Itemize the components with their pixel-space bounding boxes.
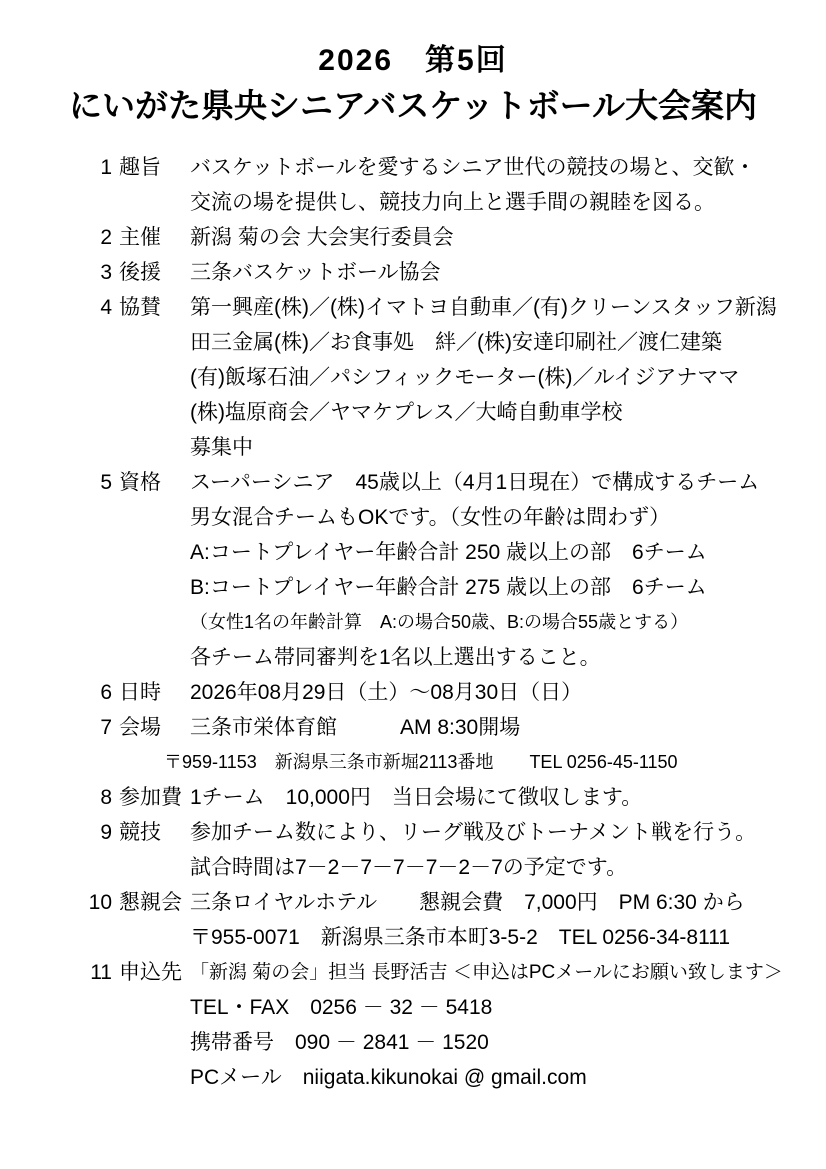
- section-label: 申込先: [119, 961, 182, 985]
- sponsors-line-2: 田三金属(株)／お食事処 絆／(株)安達印刷社／渡仁建築: [190, 331, 722, 355]
- section-label: 参加費: [119, 786, 182, 810]
- section-number: 10: [88, 891, 112, 915]
- event-dates: 2026年08月29日（土）～08月30日（日）: [190, 681, 583, 705]
- support-name: 三条バスケットボール協会: [190, 261, 441, 285]
- contact-tel-fax: TEL・FAX 0256 － 32 － 5418: [190, 996, 493, 1020]
- section-number: 7: [100, 716, 112, 740]
- section-number: 9: [100, 821, 112, 845]
- section-label: 会場: [119, 716, 161, 740]
- section-label: 懇親会: [119, 891, 182, 915]
- eligibility-division-a: A:コートプレイヤー年齢合計 250 歳以上の部 6チーム: [190, 541, 707, 565]
- section-organizer: [86, 220, 826, 255]
- section-number: 8: [100, 786, 112, 810]
- competition-format: 参加チーム数により、リーグ戦及びトーナメント戦を行う。: [190, 821, 757, 845]
- section-eligibility: [86, 465, 826, 675]
- eligibility-female-age-note: （女性1名の年齢計算 A:の場合50歳、B:の場合55歳とする）: [190, 612, 689, 633]
- title-year-edition: 2026 第5回: [318, 44, 508, 77]
- entry-fee-detail: 1チーム 10,000円 当日会場にて徴収します。: [190, 786, 643, 810]
- gathering-venue-fee: 三条ロイヤルホテル 懇親会費 7,000円 PM 6:30 から: [190, 891, 745, 915]
- eligibility-line-2: 男女混合チームもOKです。（女性の年齢は問わず）: [190, 506, 671, 530]
- eligibility-line-1: スーパーシニア 45歳以上（4月1日現在）で構成するチーム: [190, 471, 760, 495]
- section-label: 趣旨: [119, 156, 161, 180]
- section-number: 3: [100, 261, 112, 285]
- organizer-name: 新潟 菊の会 大会実行委員会: [190, 226, 454, 250]
- section-entry-fee: [86, 780, 826, 815]
- sponsors-line-4: (株)塩原商会／ヤマケプレス／大崎自動車学校: [190, 401, 623, 425]
- document-header: [0, 0, 826, 124]
- venue-name: 三条市栄体育館 AM 8:30開場: [190, 716, 521, 740]
- section-competition: [86, 815, 826, 885]
- document-body: [86, 150, 826, 1095]
- section-number: 1: [100, 156, 112, 180]
- section-label: 資格: [119, 471, 161, 495]
- section-application-contact: [86, 955, 826, 1095]
- section-support: [86, 255, 826, 290]
- section-number: 5: [100, 471, 112, 495]
- section-label: 後援: [119, 261, 161, 285]
- contact-mobile: 携帯番号 090 － 2841 － 1520: [190, 1031, 489, 1055]
- sponsors-line-1: 第一興産(株)／(株)イマトヨ自動車／(有)クリーンスタッフ新潟: [190, 296, 777, 320]
- section-number: 11: [90, 961, 112, 985]
- section-label: 協賛: [119, 296, 161, 320]
- purpose-line-1: バスケットボールを愛するシニア世代の競技の場と、交歓・: [190, 156, 756, 180]
- section-label: 日時: [119, 681, 161, 705]
- section-number: 4: [100, 296, 112, 320]
- title-tournament-name: にいがた県央シニアバスケットボール大会案内: [68, 86, 758, 124]
- purpose-line-2: 交流の場を提供し、競技力向上と選手間の親睦を図る。: [190, 191, 715, 215]
- section-purpose: [86, 150, 826, 220]
- section-date: [86, 675, 826, 710]
- sponsors-recruiting: 募集中: [190, 436, 253, 460]
- contact-email: PCメール niigata.kikunokai @ gmail.com: [190, 1066, 587, 1090]
- game-time: 試合時間は7－2－7－7－7－2－7の予定です。: [190, 856, 628, 880]
- contact-person: 「新潟 菊の会」担当 長野活吉 ＜申込はPCメールにお願い致します＞: [190, 962, 783, 984]
- venue-address: 〒959-1153 新潟県三条市新堀2113番地 TEL 0256-45-1150: [164, 752, 678, 773]
- section-label: 競技: [119, 821, 161, 845]
- section-number: 6: [100, 681, 112, 705]
- eligibility-referee-note: 各チーム帯同審判を1名以上選出すること。: [190, 646, 601, 670]
- section-social-gathering: [86, 885, 826, 955]
- gathering-address: 〒955-0071 新潟県三条市本町3-5-2 TEL 0256-34-8111: [190, 926, 731, 950]
- section-number: 2: [100, 226, 112, 250]
- eligibility-division-b: B:コートプレイヤー年齢合計 275 歳以上の部 6チーム: [190, 576, 707, 600]
- section-sponsors: [86, 290, 826, 465]
- section-venue: [86, 710, 826, 780]
- section-label: 主催: [119, 226, 161, 250]
- sponsors-line-3: (有)飯塚石油／パシフィックモーター(株)／ルイジアナママ: [190, 366, 740, 390]
